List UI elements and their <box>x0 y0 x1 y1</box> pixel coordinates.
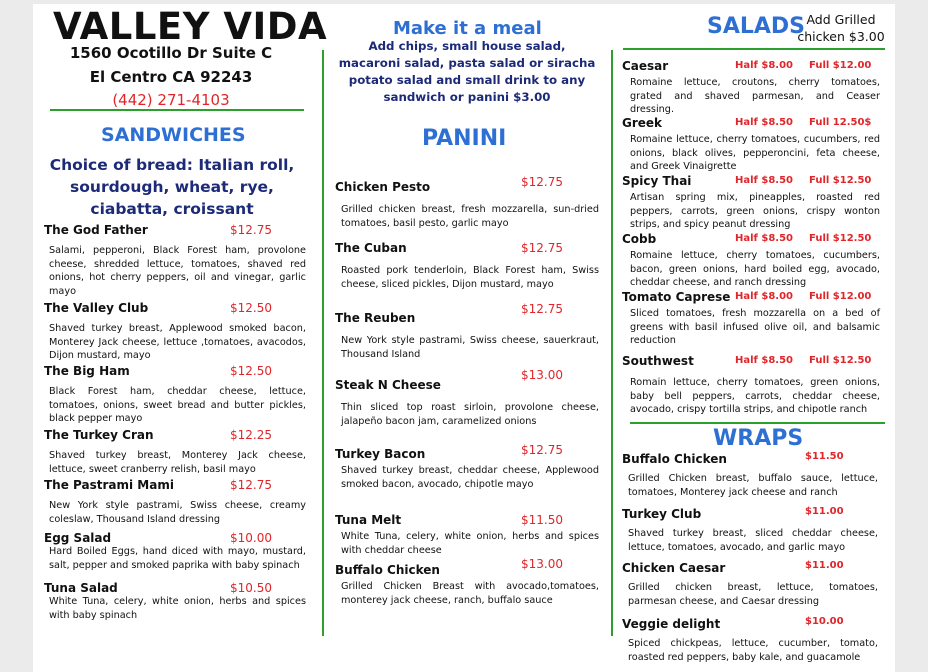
address-line-1: 1560 Ocotillo Dr Suite C <box>69 44 273 62</box>
panini-price: $12.75 <box>521 302 563 316</box>
salad-description: Romaine lettuce, cherry tomatoes, cucumbers, red onions, black olives, pepperoncini, feta cheese, and Greek Vinaigrette <box>630 134 880 172</box>
salad-half-price: Half $8.50 <box>735 117 794 128</box>
salad-half-price: Half $8.50 <box>735 355 794 366</box>
salad-full-price: Full $12.50 <box>809 355 872 366</box>
sandwich-price: $12.50 <box>230 301 272 315</box>
restaurant-name: VALLEY VIDA <box>53 5 328 48</box>
panini-title: PANINI <box>422 126 507 151</box>
sandwich-description: Black Forest ham, cheddar cheese, lettuce, tomatoes, onions, sweet bread and butter pickles, black pepper mayo <box>49 386 306 424</box>
sandwich-description: Shaved turkey breast, Applewood smoked bacon, Monterey Jack cheese, lettuce ,tomatoes, avacodos, Dijon mustard, mayo <box>49 323 306 361</box>
phone-number: (442) 271-4103 <box>112 91 230 109</box>
salad-name: Southwest <box>622 354 694 368</box>
wrap-description: Grilled Chicken breast, buffalo sauce, lettuce, tomatoes, Monterey jack cheese and ranch <box>628 473 878 498</box>
salad-full-price: Full $12.50 <box>809 233 872 244</box>
sandwich-name: Tuna Salad <box>44 581 118 595</box>
wrap-description: Spiced chickpeas, lettuce, cucumber, tomato, roasted red peppers, baby kale, and guacamole <box>628 638 878 663</box>
sandwich-name: Egg Salad <box>44 531 112 545</box>
salad-half-price: Half $8.50 <box>735 175 794 186</box>
menu-sheet <box>33 4 895 672</box>
sandwich-price: $10.50 <box>230 581 272 595</box>
salad-name: Cobb <box>622 232 657 246</box>
column-divider-right <box>611 50 613 636</box>
panini-description: New York style pastrami, Swiss cheese, sauerkraut, Thousand Island <box>341 335 599 360</box>
wrap-price: $11.50 <box>805 451 844 462</box>
wraps-divider <box>630 422 885 424</box>
wrap-description: Shaved turkey breast, sliced cheddar cheese, lettuce, tomatoes, avocado, and garlic mayo <box>628 528 878 553</box>
salads-title: SALADS <box>707 14 806 39</box>
sandwich-price: $12.75 <box>230 478 272 492</box>
meal-offer: Add chips, small house salad, macaroni salad, pasta salad or siracha potato salad and small drink to any sandwich or panini $3.00 <box>338 39 596 104</box>
sandwich-description: White Tuna, celery, white onion, herbs and spices with baby spinach <box>49 596 306 621</box>
sandwich-price: $10.00 <box>230 531 272 545</box>
salad-name: Tomato Caprese <box>622 290 731 304</box>
panini-name: The Cuban <box>335 241 407 255</box>
wrap-price: $10.00 <box>805 616 844 627</box>
panini-description: Thin sliced top roast sirloin, provolone cheese, jalapeño bacon jam, caramelized onions <box>341 402 599 427</box>
panini-name: Turkey Bacon <box>335 447 426 461</box>
sandwiches-title: SANDWICHES <box>101 124 246 146</box>
panini-price: $13.00 <box>521 557 563 571</box>
add-grilled-chicken: Add Grilled chicken $3.00 <box>797 12 885 44</box>
bread-choice: Choice of bread: Italian roll, sourdough, wheat, rye, ciabatta, croissant <box>49 156 295 218</box>
panini-price: $11.50 <box>521 513 563 527</box>
column-divider-left <box>322 50 324 636</box>
salad-full-price: Full $12.00 <box>809 60 872 71</box>
sandwich-name: The Big Ham <box>44 364 130 378</box>
sandwich-name: The Valley Club <box>44 301 149 315</box>
panini-name: Buffalo Chicken <box>335 563 440 577</box>
sandwich-description: Hard Boiled Eggs, hand diced with mayo, mustard, salt, pepper and smoked paprika with baby spinach <box>49 546 306 571</box>
salad-name: Greek <box>622 116 663 130</box>
address-line-2: El Centro CA 92243 <box>89 68 253 86</box>
salad-description: Romaine lettuce, croutons, cherry tomatoes, grated and shaved parmesan, and Ceaser dressing. <box>630 77 880 115</box>
sandwich-price: $12.25 <box>230 428 272 442</box>
panini-name: The Reuben <box>335 311 416 325</box>
wraps-title: WRAPS <box>713 426 804 451</box>
panini-description: Grilled chicken breast, fresh mozzarella, sun-dried tomatoes, basil pesto, garlic mayo <box>341 204 599 229</box>
wrap-description: Grilled chicken breast, lettuce, tomatoes, parmesan cheese, and Caesar dressing <box>628 582 878 607</box>
salad-name: Spicy Thai <box>622 174 692 188</box>
salad-half-price: Half $8.50 <box>735 233 794 244</box>
panini-price: $12.75 <box>521 175 563 189</box>
wrap-name: Chicken Caesar <box>622 561 726 575</box>
panini-price: $13.00 <box>521 368 563 382</box>
sandwich-price: $12.50 <box>230 364 272 378</box>
sandwich-description: Shaved turkey breast, Monterey Jack cheese, lettuce, sweet cranberry relish, basil mayo <box>49 450 306 475</box>
sandwich-name: The Pastrami Mami <box>44 478 174 492</box>
salad-description: Artisan spring mix, pineapples, roasted red peppers, carrots, green onions, crispy wonton strips, and spicy peanut dressing <box>630 192 880 230</box>
panini-price: $12.75 <box>521 443 563 457</box>
panini-description: Shaved turkey breast, cheddar cheese, Applewood smoked bacon, avocado, chipotle mayo <box>341 465 599 490</box>
meal-title: Make it a meal <box>393 18 542 39</box>
salad-name: Caesar <box>622 59 669 73</box>
salads-divider <box>623 48 885 50</box>
wrap-name: Veggie delight <box>622 617 721 631</box>
sandwich-description: Salami, pepperoni, Black Forest ham, provolone cheese, shredded lettuce, tomatoes, shaved red onions, hot cherry peppers, oil and vinegar, garlic mayo <box>49 245 306 297</box>
panini-name: Steak N Cheese <box>335 378 441 392</box>
panini-description: White Tuna, celery, white onion, herbs and spices with cheddar cheese <box>341 531 599 556</box>
salad-half-price: Half $8.00 <box>735 291 794 302</box>
panini-description: Grilled Chicken Breast with avocado,tomatoes, monterey jack cheese, ranch, buffalo sauce <box>341 581 599 606</box>
panini-name: Chicken Pesto <box>335 180 431 194</box>
salad-half-price: Half $8.00 <box>735 60 794 71</box>
panini-name: Tuna Melt <box>335 513 402 527</box>
salad-full-price: Full $12.50 <box>809 175 872 186</box>
sandwich-description: New York style pastrami, Swiss cheese, creamy coleslaw, Thousand Island dressing <box>49 500 306 525</box>
wrap-price: $11.00 <box>805 560 844 571</box>
wrap-name: Turkey Club <box>622 507 702 521</box>
sandwich-name: The Turkey Cran <box>44 428 154 442</box>
salad-full-price: Full $12.00 <box>809 291 872 302</box>
wrap-price: $11.00 <box>805 506 844 517</box>
panini-description: Roasted pork tenderloin, Black Forest ham, Swiss cheese, sliced pickles, Dijon mustard, mayo <box>341 265 599 290</box>
panini-price: $12.75 <box>521 241 563 255</box>
sandwich-name: The God Father <box>44 223 148 237</box>
salad-description: Sliced tomatoes, fresh mozzarella on a bed of greens with basil infused olive oil, and balsamic reduction <box>630 308 880 346</box>
wrap-name: Buffalo Chicken <box>622 452 727 466</box>
header-divider <box>50 109 304 111</box>
salad-description: Romain lettuce, cherry tomatoes, green onions, baby bell peppers, carrots, cheddar cheese, avocado, crispy tortilla strips, and chipotle ranch <box>630 377 880 415</box>
salad-description: Romaine lettuce, cherry tomatoes, cucumbers, bacon, green onions, hard boiled egg, avocado, cheddar cheese, and ranch dressing <box>630 250 880 288</box>
salad-full-price: Full 12.50$ <box>809 117 872 128</box>
sandwich-price: $12.75 <box>230 223 272 237</box>
